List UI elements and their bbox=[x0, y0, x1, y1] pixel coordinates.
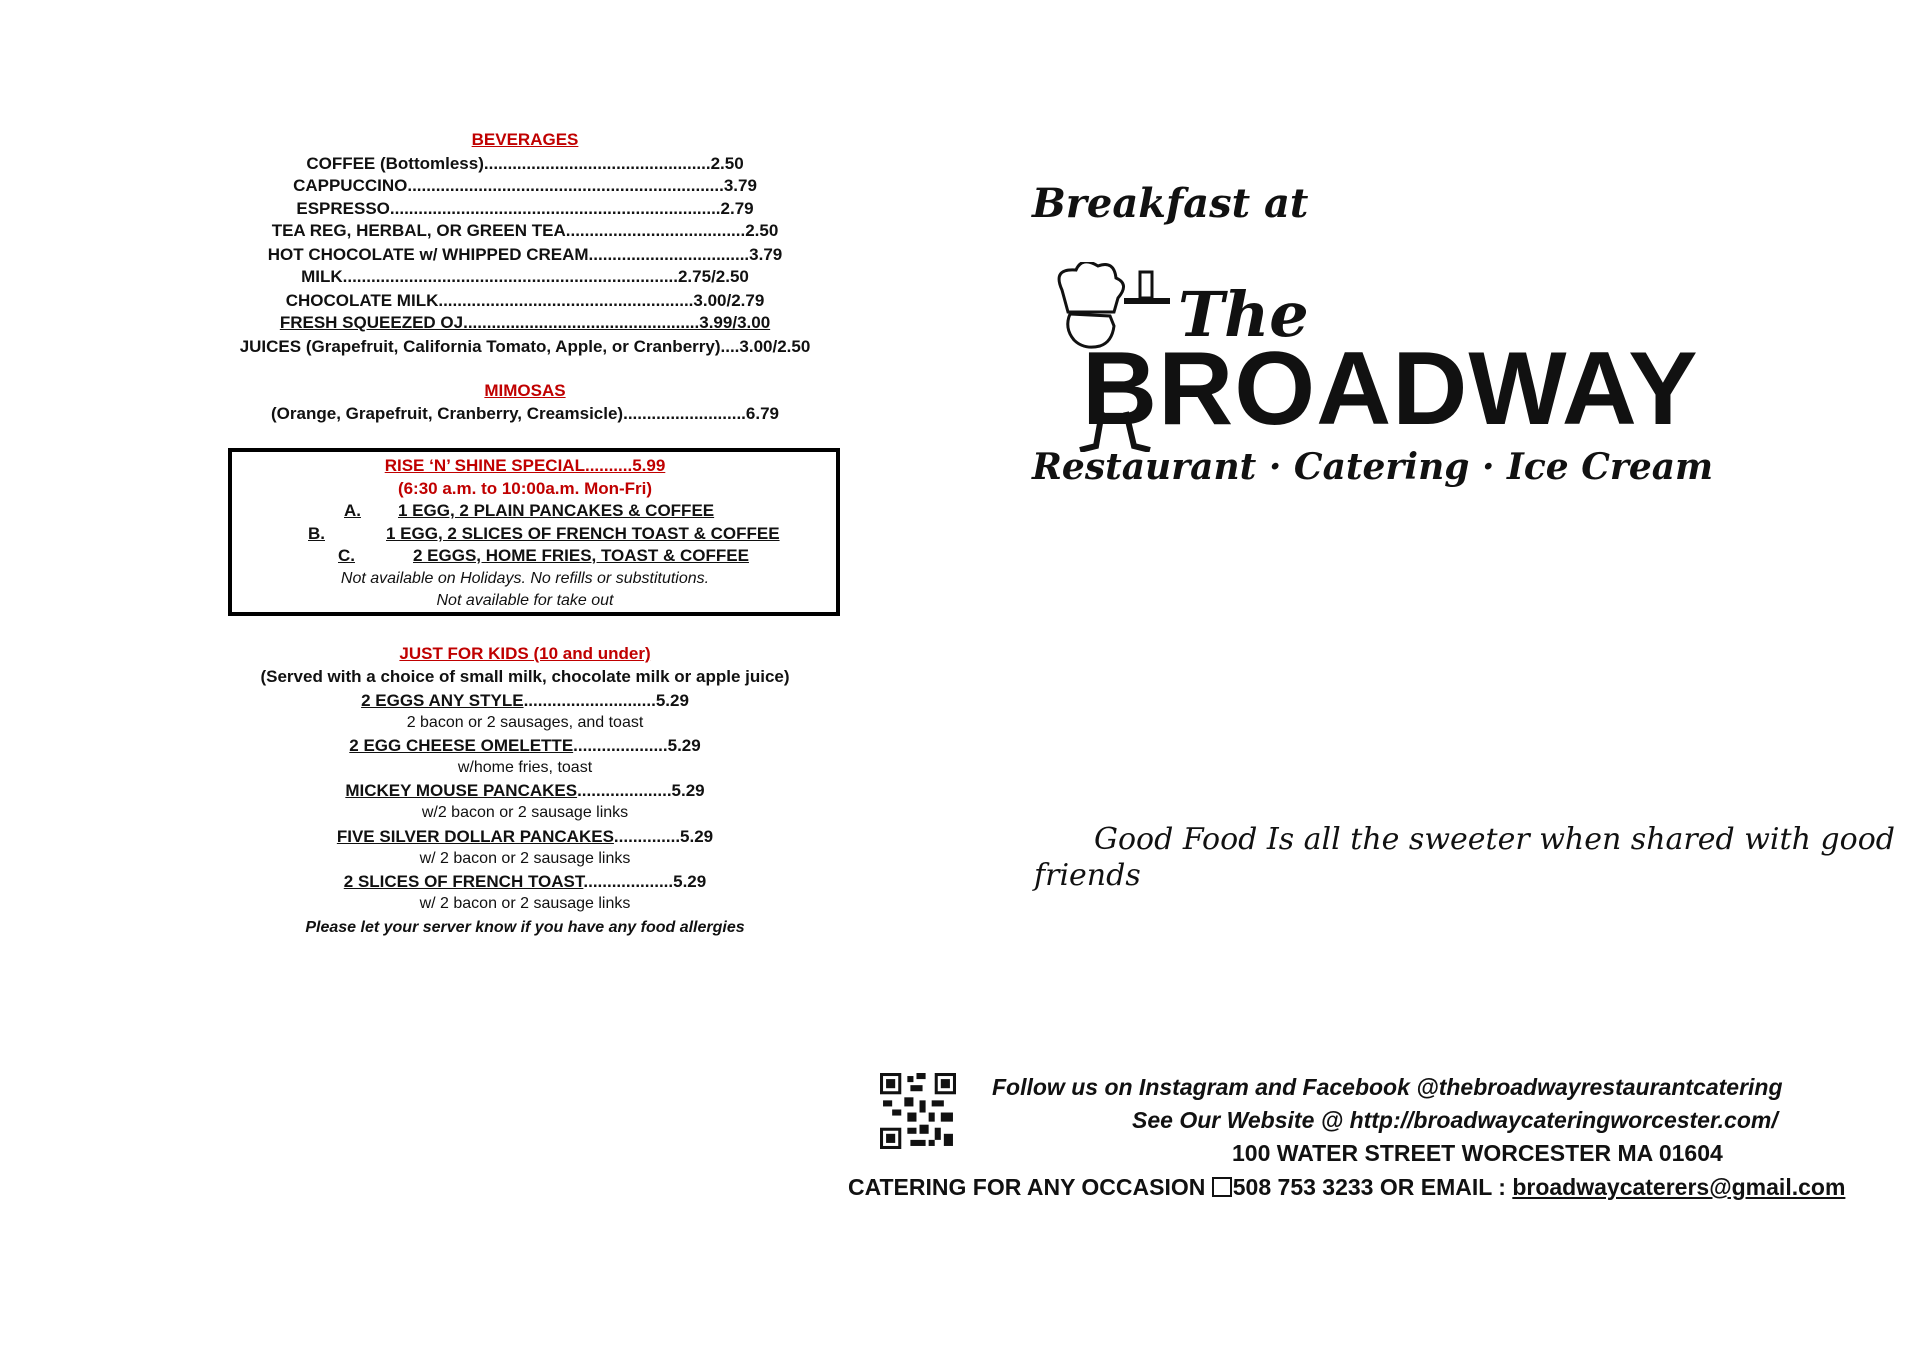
beverage-item: CHOCOLATE MILK......................................................3.00/2.79 bbox=[285, 291, 765, 310]
kids-item bbox=[0, 780, 1050, 802]
kids-item-price: 5.29 bbox=[655, 691, 689, 710]
footer-phone: 508 753 3233 OR EMAIL : bbox=[1232, 1174, 1513, 1200]
kids-item bbox=[0, 690, 1050, 712]
kids-item-desc: w/home fries, toast bbox=[457, 759, 593, 776]
special-note: Not available on Holidays. No refills or substitutions. bbox=[340, 570, 710, 587]
kids-title: JUST FOR KIDS (10 and under) bbox=[399, 644, 651, 663]
beverage-item: FRESH SQUEEZED OJ..................................................3.99/3.00 bbox=[279, 313, 771, 332]
beverage-item: TEA REG, HERBAL, OR GREEN TEA......................................2.50 bbox=[271, 221, 779, 240]
kids-item bbox=[0, 735, 1050, 757]
beverage-item: CAPPUCCINO...................................................................3.79 bbox=[293, 176, 757, 195]
kids-item bbox=[0, 871, 1050, 893]
special-title: RISE ‘N’ SHINE SPECIAL..........5.99 bbox=[384, 456, 666, 475]
kids-item-name: 2 EGG CHEESE OMELETTE bbox=[349, 736, 574, 755]
kids-item-desc: 2 bacon or 2 sausages, and toast bbox=[406, 714, 644, 731]
quote-line1: Good Food Is all the sweeter when shared with good bbox=[1094, 822, 1895, 857]
special-option-text: 1 EGG, 2 SLICES OF FRENCH TOAST & COFFEE bbox=[386, 524, 780, 543]
beverage-item: ESPRESSO......................................................................2.79 bbox=[296, 199, 754, 218]
cover-heading: Breakfast at bbox=[1032, 180, 1309, 227]
beverage-item: MILK.......................................................................2.75/2.50 bbox=[301, 267, 749, 286]
kids-item bbox=[0, 826, 1050, 848]
kids-item-price: 5.29 bbox=[673, 872, 707, 891]
cover-tagline: Restaurant · Catering · Ice Cream bbox=[1032, 446, 1714, 488]
kids-item-dots: ................... bbox=[583, 872, 674, 891]
kids-item-dots: ............................ bbox=[523, 691, 656, 710]
kids-item-price: 5.29 bbox=[671, 781, 705, 800]
kids-item-dots: .................... bbox=[577, 781, 672, 800]
kids-item-dots: .................... bbox=[573, 736, 668, 755]
footer-catering-prefix: CATERING FOR ANY OCCASION bbox=[848, 1174, 1212, 1200]
special-option-letter: A. bbox=[344, 501, 361, 520]
beverages-title: BEVERAGES bbox=[471, 130, 579, 149]
special-option-letter: C. bbox=[338, 546, 355, 565]
special-option-text: 2 EGGS, HOME FRIES, TOAST & COFFEE bbox=[413, 546, 749, 565]
kids-item-name: 2 EGGS ANY STYLE bbox=[361, 691, 524, 710]
kids-item-name: 2 SLICES OF FRENCH TOAST bbox=[343, 872, 584, 891]
allergy-note: Please let your server know if you have any food allergies bbox=[305, 919, 745, 936]
kids-item-price: 5.29 bbox=[680, 827, 714, 846]
kids-item-desc: w/ 2 bacon or 2 sausage links bbox=[419, 850, 631, 867]
footer-social: Follow us on Instagram and Facebook @thebroadwayrestaurantcatering bbox=[992, 1074, 1783, 1100]
footer-website: See Our Website @ http://broadwaycateringworcester.com/ bbox=[1132, 1107, 1778, 1133]
mimosas-line: (Orange, Grapefruit, Cranberry, Creamsicle)..........................6.79 bbox=[271, 404, 779, 423]
email-link[interactable]: broadwaycaterers@gmail.com bbox=[1512, 1174, 1846, 1200]
qr-code-icon bbox=[880, 1073, 956, 1149]
quote-line2: friends bbox=[1034, 858, 1141, 893]
kids-item-desc: w/2 bacon or 2 sausage links bbox=[421, 804, 629, 821]
kids-item-dots: .............. bbox=[613, 827, 681, 846]
beverage-item: COFFEE (Bottomless)................................................2.50 bbox=[306, 154, 744, 173]
special-option-text: 1 EGG, 2 PLAIN PANCAKES & COFFEE bbox=[398, 501, 715, 520]
kids-subtitle: (Served with a choice of small milk, chocolate milk or apple juice) bbox=[260, 667, 790, 686]
special-hours: (6:30 a.m. to 10:00a.m. Mon-Fri) bbox=[397, 479, 653, 498]
logo-broadway: BROADWAY bbox=[1082, 331, 1699, 447]
kids-item-name: FIVE SILVER DOLLAR PANCAKES bbox=[336, 827, 614, 846]
beverage-item: JUICES (Grapefruit, California Tomato, Apple, or Cranberry)....3.00/2.50 bbox=[239, 337, 811, 356]
kids-item-price: 5.29 bbox=[667, 736, 701, 755]
logo-the: The bbox=[1178, 278, 1309, 351]
footer-address: 100 WATER STREET WORCESTER MA 01604 bbox=[1232, 1140, 1723, 1166]
kids-item-name: MICKEY MOUSE PANCAKES bbox=[345, 781, 578, 800]
kids-item-desc: w/ 2 bacon or 2 sausage links bbox=[419, 895, 631, 912]
phone-box-icon bbox=[1212, 1177, 1232, 1197]
footer-catering bbox=[848, 1174, 1845, 1201]
mimosas-title: MIMOSAS bbox=[484, 381, 566, 400]
beverage-item: HOT CHOCOLATE w/ WHIPPED CREAM..................................3.79 bbox=[267, 245, 783, 264]
special-option-letter: B. bbox=[308, 524, 325, 543]
special-note: Not available for take out bbox=[436, 592, 614, 609]
